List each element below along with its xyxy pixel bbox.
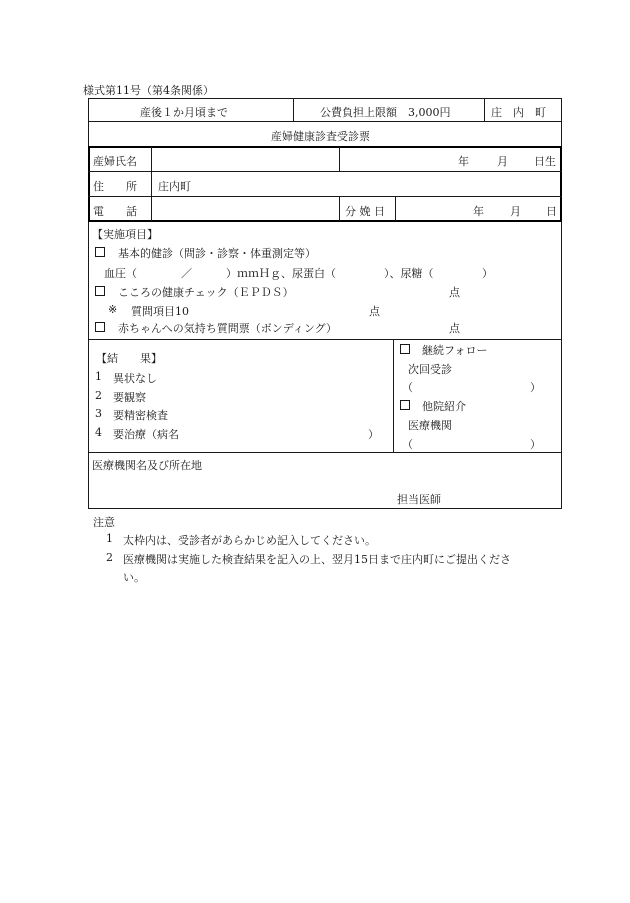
delivery-month-label: 月 [510, 205, 521, 218]
next-visit-open: （ [402, 381, 413, 394]
result-num: 3 [95, 407, 102, 420]
epds-label: こころの健康チェック（ＥＰＤＳ） [118, 286, 294, 299]
next-visit-label: 次回受診 [408, 363, 452, 376]
facility-label: 医療機関名及び所在地 [92, 459, 202, 472]
items-heading: 【実施項目】 [92, 228, 158, 241]
result-item[interactable]: 要精密検査 [113, 409, 168, 422]
blood-pressure-label: 血圧（ [104, 267, 137, 280]
name-field[interactable] [153, 149, 337, 170]
notes-heading: 注意 [93, 516, 115, 529]
form-title: 産婦健康診査受診票 [271, 130, 370, 143]
urine-sugar-label: ）、尿糖（ [384, 267, 434, 280]
referral-checkbox[interactable] [400, 400, 410, 410]
note-num: 2 [106, 551, 113, 564]
basic-checkup-label: 基本的健診（問診・診察・体重測定等） [118, 247, 316, 260]
bp-slash: ／ [181, 267, 192, 280]
institution-close: ） [530, 438, 541, 451]
note-text: 医療機関は実施した検査結果を記入の上、翌月15日まで庄内町にご提出くださ [123, 553, 511, 566]
referral-label: 他院紹介 [422, 400, 466, 413]
address-field[interactable]: 庄内町 [158, 180, 191, 193]
phone-label: 電 話 [93, 205, 137, 218]
results-heading: 【結 果】 [96, 352, 162, 365]
next-visit-close: ） [530, 381, 541, 394]
birth-year-label: 年 [458, 155, 469, 168]
result-item[interactable]: 要観察 [113, 391, 146, 404]
bp-unit-urine-protein: ）ｍｍＨｇ、尿蛋白（ [226, 267, 336, 280]
delivery-date-label: 分 娩 日 [345, 205, 385, 218]
note-text-cont: い。 [123, 571, 145, 584]
doctor-label: 担当医師 [397, 493, 441, 506]
birth-month-label: 月 [497, 155, 508, 168]
delivery-day-label: 日 [546, 205, 557, 218]
bonding-checkbox[interactable] [95, 322, 105, 332]
epds-checkbox[interactable] [95, 286, 105, 296]
result-num: 1 [95, 370, 102, 383]
note-num: 1 [106, 532, 113, 545]
period-cell: 産後１か月頃まで [140, 106, 228, 119]
phone-field[interactable] [153, 198, 337, 219]
address-label: 住 所 [93, 180, 137, 193]
result-num: 4 [95, 426, 102, 439]
institution-label: 医療機関 [408, 419, 452, 432]
birth-day-label: 日生 [534, 155, 556, 168]
bonding-label: 赤ちゃんへの気持ち質問票（ボンディング） [118, 322, 338, 335]
q10-point: 点 [369, 305, 380, 318]
q10-label: 質問項目10 [131, 305, 189, 318]
form-number: 様式第11号（第4条関係） [83, 84, 214, 97]
note-mark: ※ [108, 303, 118, 316]
epds-point: 点 [449, 286, 460, 299]
basic-checkup-checkbox[interactable] [95, 247, 105, 257]
note-text: 太枠内は、受診者があらかじめ記入してください。 [123, 534, 376, 547]
result-item[interactable]: 要治療（病名 [113, 428, 179, 441]
result-num: 2 [95, 389, 102, 402]
treatment-close-paren: ） [368, 428, 379, 441]
urine-sugar-close: ） [482, 267, 493, 280]
followup-label: 継続フォロー [422, 344, 488, 357]
name-label: 産婦氏名 [93, 155, 137, 168]
result-item[interactable]: 異状なし [113, 372, 157, 385]
delivery-year-label: 年 [473, 205, 484, 218]
bonding-point: 点 [449, 322, 460, 335]
followup-checkbox[interactable] [400, 344, 410, 354]
subsidy-cell: 公費負担上限額 3,000円 [320, 106, 451, 119]
town-cell: 庄 内 町 [491, 106, 546, 119]
institution-open: （ [402, 438, 413, 451]
